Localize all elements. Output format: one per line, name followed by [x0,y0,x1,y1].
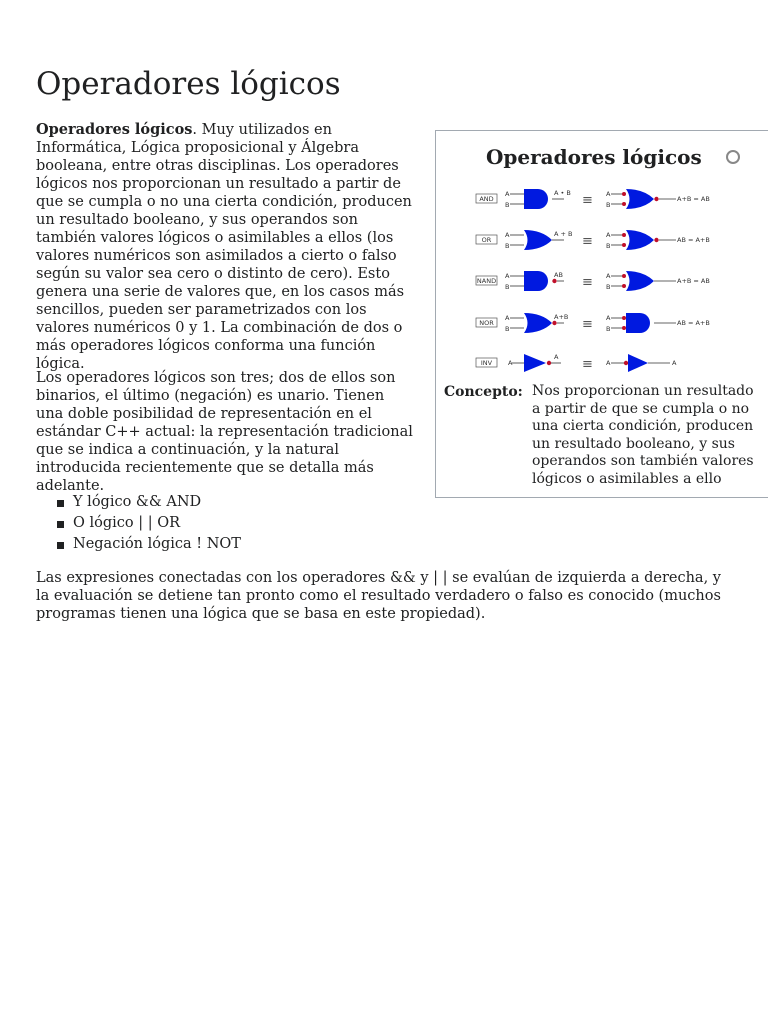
page-title: Operadores lógicos [36,66,341,102]
inversion-bubble [622,202,626,206]
input-label: A [606,272,611,280]
intro-text: . Muy utilizados en Informática, Lógica proposicional y Álgebra booleana, entre otras disciplinas. Los operadores lógicos nos proporcionan un resultado a partir de que se cumpla o no una cierta condición, producen un resultado booleano, y sus operandos son también valores lógicos o asimilables a ellos (los valores numéricos son asimilados a cierto o falso según su valor sea cero o distinto de cero). Esto genera una serie de valores que, en los casos más sencillos, pueden ser parametrizados con los valores numéricos 0 y 1. La combinación de dos o más operadores lógicos conforma una función lógica. [36,122,412,372]
logic-gate [524,230,552,250]
input-label: B [606,283,611,291]
intro-bold-term: Operadores lógicos [36,121,193,138]
inversion-bubble [552,279,556,283]
gate-label: INV [480,359,493,367]
concept-value: Nos proporcionan un resultado a partir de que se cumpla o no una cierta condición, producen un resultado booleano, y sus operandos son también valores lógicos o asimilables a ello [532,383,754,487]
gate-label: NAND [476,277,497,285]
input-label: B [505,242,510,250]
logic-gate [626,230,654,250]
inverter-gate [524,354,546,372]
equivalence-sign: ≡ [582,234,593,249]
input-label: B [505,201,510,209]
inversion-bubble [624,361,628,365]
inversion-bubble [622,243,626,247]
input-label: A [606,231,611,239]
logic-gate [626,189,654,209]
left-expression: A + B [554,230,573,238]
logic-gates-diagram [436,131,768,381]
infobox [435,130,768,498]
input-label: B [606,242,611,250]
logic-gate [524,271,548,291]
input-label: A [508,359,513,367]
inversion-bubble [622,316,626,320]
input-label: A [505,231,510,239]
concept-label: Concepto: [444,384,523,400]
equivalence-sign: ≡ [582,275,593,290]
input-label: A [505,272,510,280]
right-expression: A+B = AB [677,277,710,285]
inversion-bubble [552,321,556,325]
equivalence-sign: ≡ [582,357,593,372]
operators-list [36,492,416,555]
gate-label: AND [479,195,494,203]
logic-gate [626,271,654,291]
input-label: A [606,359,611,367]
input-label: A [606,314,611,322]
inversion-bubble [654,238,658,242]
inversion-bubble [547,361,551,365]
list-item: O lógico | | OR [36,513,416,534]
left-expression: A+B [554,313,569,321]
left-expression: AB [554,271,563,279]
input-label: A [606,190,611,198]
inversion-bubble [622,284,626,288]
logic-gate [626,313,650,333]
equivalence-sign: ≡ [582,317,593,332]
input-label: B [505,325,510,333]
list-item: Y lógico && AND [36,492,416,513]
inversion-bubble [654,197,658,201]
right-expression: A [672,359,677,367]
left-expression: A [554,353,559,361]
infobox-title: Operadores lógicos [486,145,702,169]
inversion-bubble [622,326,626,330]
left-expression: A • B [554,189,571,197]
input-label: A [505,190,510,198]
gate-label: NOR [479,319,494,327]
input-label: B [606,201,611,209]
right-expression: AB = A+B [677,236,710,244]
intro-paragraph [36,121,416,373]
input-label: B [505,283,510,291]
inversion-bubble [622,233,626,237]
inversion-bubble [622,274,626,278]
right-expression: AB = A+B [677,319,710,327]
logic-gate [524,313,552,333]
equivalence-sign: ≡ [582,193,593,208]
gate-label: OR [481,236,492,244]
evaluation-paragraph: Las expresiones conectadas con los operadores && y | | se evalúan de izquierda a derecha, y la evaluación se detiene tan pronto como el resultado verdadero o falso es conocido (muchos programas tienen una lógica que se basa en este propiedad). [36,570,721,622]
inversion-bubble [622,192,626,196]
inverter-gate [628,354,648,372]
right-expression: A+B = AB [677,195,710,203]
input-label: A [505,314,510,322]
input-label: B [606,325,611,333]
list-item: Negación lógica ! NOT [36,534,416,555]
operators-paragraph: Los operadores lógicos son tres; dos de ellos son binarios, el último (negación) es unario. Tienen una doble posibilidad de representación en el estándar C++ actual: la representación tradicional que se indica a continuación, y la natural introducida recientemente que se detalla más adelante. [36,370,413,494]
logic-gate [524,189,548,209]
